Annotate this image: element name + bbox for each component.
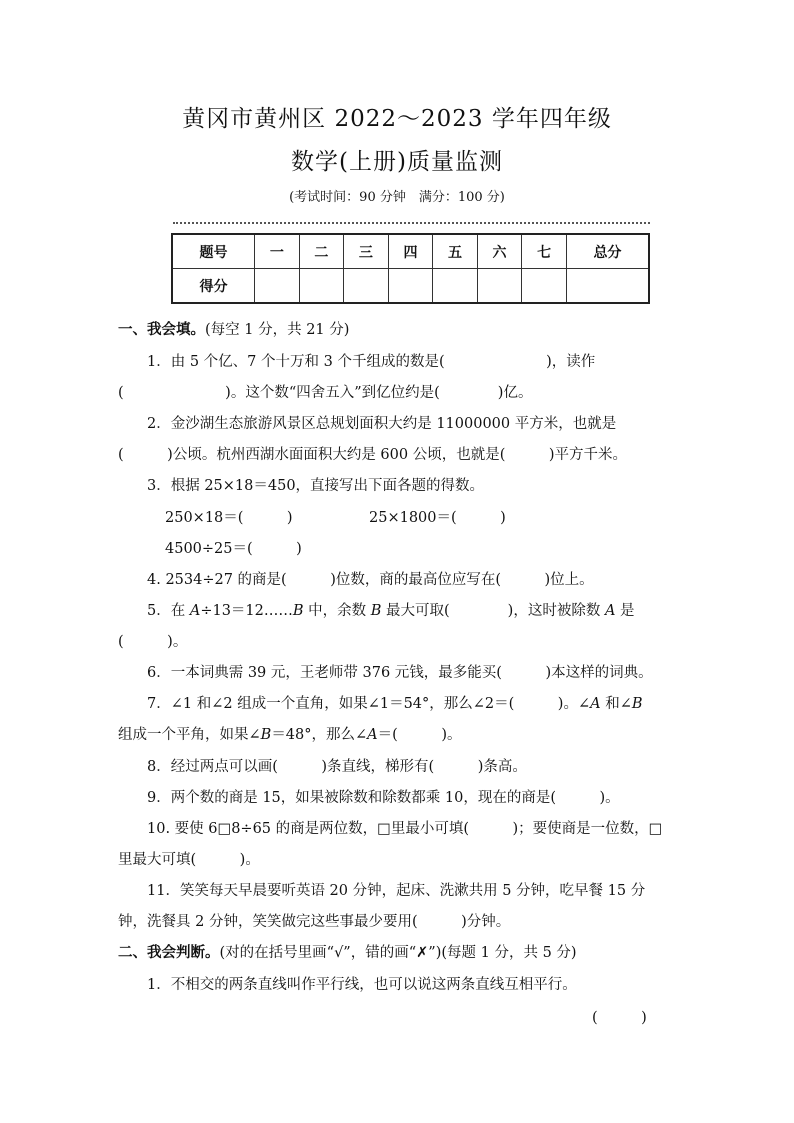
q7-text: 组成一个平角，如果∠	[118, 727, 261, 743]
question-line: 3．根据 25×18＝450，直接写出下面各题的得数。	[147, 478, 485, 494]
score-header-cell: 二	[299, 234, 344, 269]
section2-heading: 二、我会判断。	[118, 944, 220, 961]
q7-text: ＝( )。	[377, 727, 462, 743]
answer-bracket[interactable]: ( )	[592, 1010, 647, 1026]
question-line	[147, 601, 635, 621]
score-cell[interactable]	[344, 269, 389, 304]
calc-item: 4500÷25＝( )	[165, 541, 302, 557]
var-a: A	[367, 727, 378, 743]
question-line: ( )。这个数“四舍五入”到亿位约是( )亿。	[118, 385, 533, 401]
q5-text: 中，余数	[303, 603, 371, 619]
question-line	[118, 725, 461, 745]
var-a: A	[590, 696, 601, 712]
question-line: 10. 要使 6□8÷65 的商是两位数，□里最小可填( )；要使商是一位数，□	[147, 821, 663, 837]
question-line: 11．笑笑每天早晨要听英语 20 分钟，起床、洗漱共用 5 分钟，吃早餐 15 分	[147, 883, 646, 899]
question-line: 8．经过两点可以画( )条直线，梯形有( )条高。	[147, 759, 527, 775]
question-line	[147, 694, 643, 714]
score-table	[171, 233, 650, 304]
q7-text: ＝48°，那么∠	[271, 727, 368, 743]
q5-text: 是	[615, 603, 635, 619]
calc-item: 250×18＝( )	[165, 510, 293, 526]
score-header-cell: 一	[255, 234, 300, 269]
score-cell[interactable]	[255, 269, 300, 304]
var-b: B	[260, 727, 272, 743]
question-line: 钟，洗餐具 2 分钟，笑笑做完这些事最少要用( )分钟。	[118, 914, 511, 930]
score-cell[interactable]	[522, 269, 567, 304]
score-cell[interactable]	[388, 269, 433, 304]
question-line: ( )。	[118, 634, 188, 650]
question-line: 1．由 5 个亿、7 个十万和 3 个千组成的数是( )，读作	[147, 354, 596, 370]
q7-text: 和∠	[600, 696, 632, 712]
calc-item: 25×1800＝( )	[369, 510, 506, 526]
var-b: B	[631, 696, 643, 712]
question-line: 里最大可填( )。	[118, 852, 260, 868]
score-header-cell: 总分	[566, 234, 649, 269]
score-header-cell: 题号	[172, 234, 255, 269]
q5-text: 最大可取( )，这时被除数	[381, 603, 605, 619]
section1-heading: 一、我会填。	[118, 321, 205, 338]
score-cell[interactable]	[299, 269, 344, 304]
question-line: 4. 2534÷27 的商是( )位数，商的最高位应写在( )位上。	[147, 572, 594, 588]
q7-text: 7．∠1 和∠2 组成一个直角，如果∠1＝54°，那么∠2＝( )。∠	[147, 696, 591, 712]
q5-text: 5．在	[147, 603, 190, 619]
var-b: B	[292, 603, 304, 619]
section2-note: (对的在括号里画“√”，错的画“✗”)(每题 1 分，共 5 分)	[219, 945, 577, 961]
question-line: 2．金沙湖生态旅游风景区总规划面积大约是 11000000 平方米，也就是	[147, 416, 617, 432]
section1-heading-line	[118, 320, 349, 340]
score-header-cell: 五	[433, 234, 478, 269]
score-row-label: 得分	[172, 269, 255, 304]
var-a: A	[189, 603, 201, 619]
exam-subtitle: 数学(上册)质量监测	[291, 149, 503, 175]
section2-heading-line	[118, 943, 577, 963]
question-line: 1．不相交的两条直线叫作平行线，也可以说这两条直线互相平行。	[147, 977, 577, 993]
var-b: B	[370, 603, 382, 619]
score-header-cell: 四	[388, 234, 433, 269]
score-header-cell: 七	[522, 234, 567, 269]
score-cell[interactable]	[433, 269, 478, 304]
q5-text: ÷13＝12……	[200, 603, 293, 619]
exam-info: (考试时间：90 分钟 满分：100 分)	[289, 190, 505, 205]
question-line: 6．一本词典需 39 元，王老师带 376 元钱，最多能买( )本这样的词典。	[147, 665, 653, 681]
score-cell[interactable]	[477, 269, 522, 304]
score-header-cell: 三	[344, 234, 389, 269]
section1-note: (每空 1 分，共 21 分)	[205, 322, 350, 338]
question-line: 9．两个数的商是 15，如果被除数和除数都乘 10，现在的商是( )。	[147, 790, 620, 806]
exam-title: 黄冈市黄州区 2022～2023 学年四年级	[182, 106, 612, 132]
question-line: ( )公顷。杭州西湖水面面积大约是 600 公顷，也就是( )平方千米。	[118, 447, 628, 463]
score-table-header-row	[172, 234, 649, 269]
dotted-divider	[173, 222, 650, 224]
score-header-cell: 六	[477, 234, 522, 269]
var-a: A	[604, 603, 616, 619]
score-cell[interactable]	[566, 269, 649, 304]
score-table-score-row	[172, 269, 649, 304]
